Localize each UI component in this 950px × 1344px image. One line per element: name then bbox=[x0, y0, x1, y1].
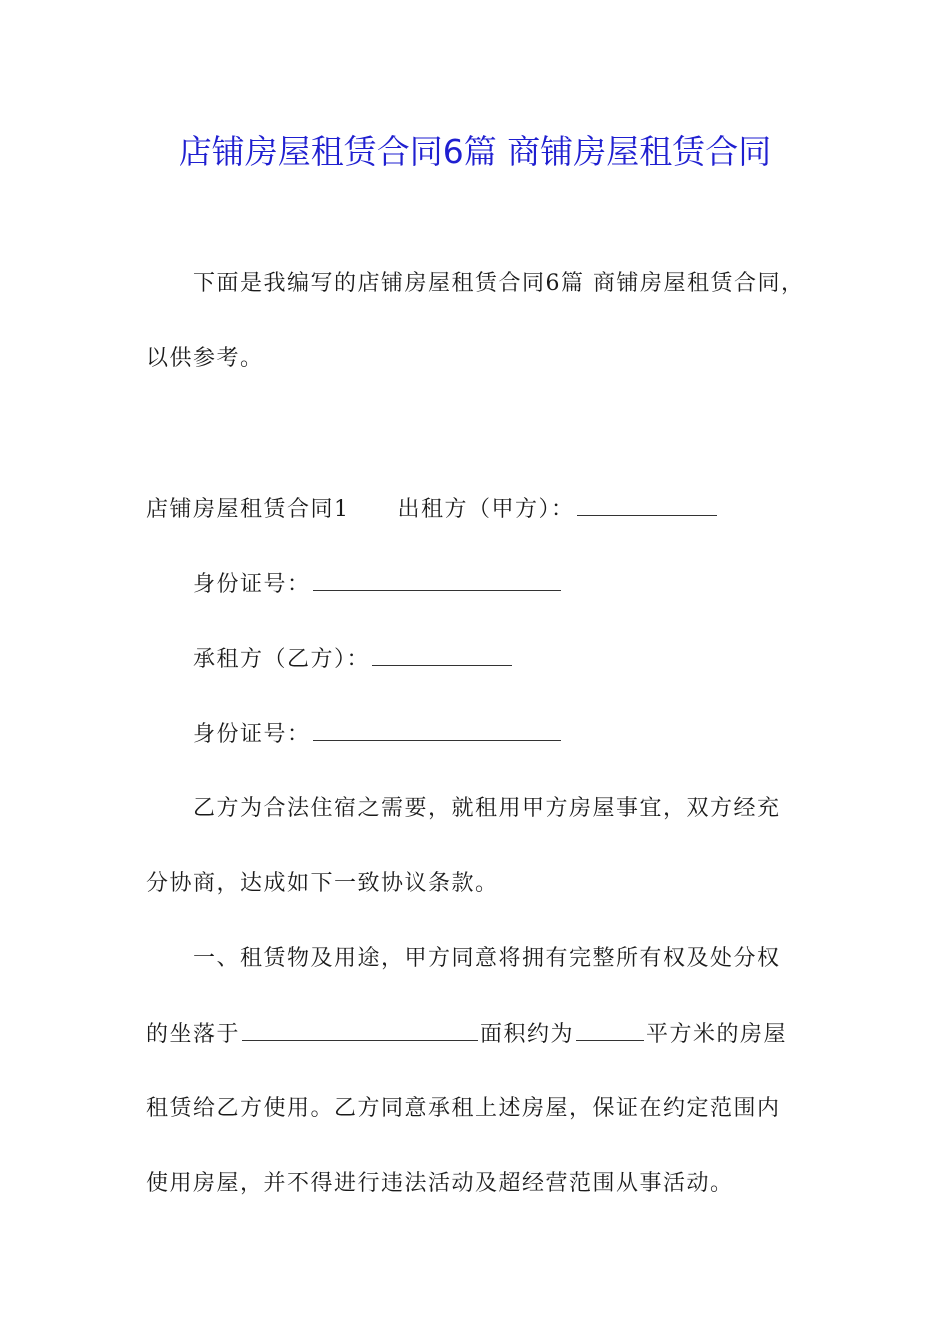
lessee-id-blank bbox=[313, 718, 561, 741]
lessor-label: 出租方（甲方）： bbox=[397, 497, 575, 522]
clause1-line-4: 使用房屋，并不得进行违法活动及超经营范围从事活动。 bbox=[146, 1171, 734, 1196]
location-label: 的坐落于 bbox=[146, 1022, 241, 1047]
area-blank bbox=[576, 1018, 644, 1041]
area-unit-label: 平方米的房屋 bbox=[646, 1022, 788, 1047]
contract-heading-row bbox=[146, 493, 719, 526]
intro-line-2: 以供参考。 bbox=[146, 346, 264, 371]
lessee-id-row bbox=[193, 718, 563, 751]
lessor-id-row bbox=[193, 568, 563, 601]
lessor-id-blank bbox=[313, 568, 561, 591]
contract-heading: 店铺房屋租赁合同1 bbox=[146, 497, 350, 522]
area-label: 面积约为 bbox=[480, 1022, 575, 1047]
clause1-line-1: 一、租赁物及用途，甲方同意将拥有完整所有权及处分权 bbox=[193, 946, 781, 971]
lessee-label: 承租方（乙方）： bbox=[193, 647, 371, 672]
document-title: 店铺房屋租赁合同6篇 商铺房屋租赁合同 bbox=[178, 132, 772, 171]
lessor-id-label: 身份证号： bbox=[193, 572, 311, 597]
lessee-blank bbox=[372, 643, 512, 666]
para1-line-2: 分协商，达成如下一致协议条款。 bbox=[146, 871, 499, 896]
intro-line-1: 下面是我编写的店铺房屋租赁合同6篇 商铺房屋租赁合同， bbox=[193, 271, 805, 296]
location-blank bbox=[242, 1018, 478, 1041]
lessor-blank bbox=[577, 493, 717, 516]
para1-line-1: 乙方为合法住宿之需要，就租用甲方房屋事宜，双方经充 bbox=[193, 796, 781, 821]
clause1-line-3: 租赁给乙方使用。乙方同意承租上述房屋，保证在约定范围内 bbox=[146, 1096, 781, 1121]
lessee-id-label: 身份证号： bbox=[193, 722, 311, 747]
lessee-row bbox=[193, 643, 514, 676]
clause1-line-2 bbox=[146, 1018, 787, 1051]
